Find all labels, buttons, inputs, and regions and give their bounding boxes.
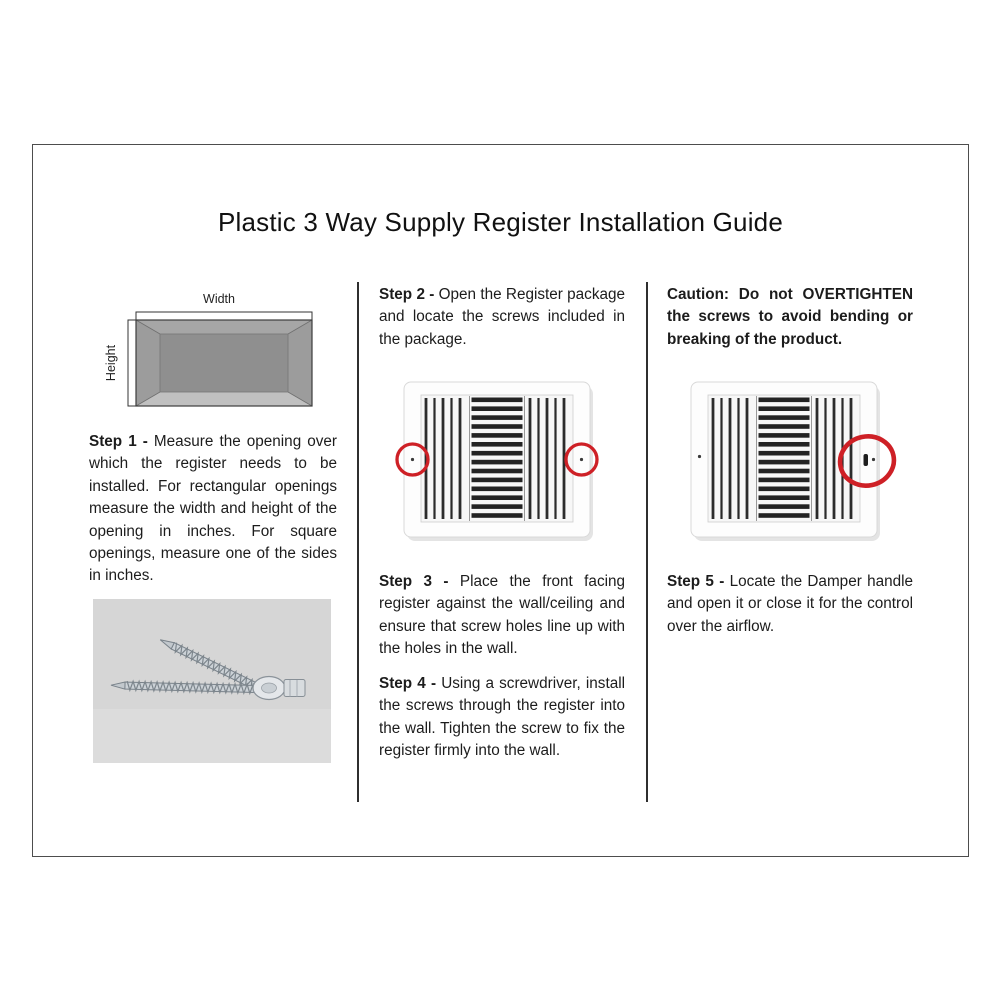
page-title: Plastic 3 Way Supply Register Installation Guide: [217, 207, 783, 237]
step-2-text: Open the Register package and locate the screws included in the package.: [379, 286, 626, 348]
screw-washer-center: [262, 683, 277, 693]
step-5-text: Locate the Damper handle and open it or close it for the control over the airflow.: [667, 573, 914, 635]
width-label: Width: [203, 292, 235, 306]
damper-handle: [864, 454, 869, 466]
step-5: [667, 571, 913, 638]
screws-photo: [93, 599, 331, 763]
step-4: [379, 673, 625, 763]
opening-measurement-diagram: [101, 288, 331, 413]
screw-hole-dot-left: [411, 458, 414, 461]
screw-hole-dot-right: [872, 458, 875, 461]
step-2: [379, 284, 625, 351]
guide-sheet: [32, 144, 969, 857]
opening-box: [136, 320, 312, 406]
column-divider-1: [357, 282, 359, 802]
step-1-label: Step 1 -: [89, 433, 148, 450]
caution-note: Caution: Do not OVERTIGHTEN the screws to avoid bending or breaking of the product.: [667, 286, 913, 348]
width-measure-bar: [136, 312, 312, 320]
register-screw-holes-figure: [381, 373, 631, 551]
height-label: Height: [104, 344, 118, 382]
step-1-text: Measure the opening over which the register needs to be installed. For rectangular openings measure the width and height of the opening in inches. For square openings, measure one of the sides in inches.: [89, 433, 338, 585]
step-3-text: Place the front facing register against the wall/ceiling and ensure that screw holes line up with the holes in the wall.: [379, 573, 626, 658]
column-divider-2: [646, 282, 648, 802]
step-2-label: Step 2 -: [379, 286, 435, 303]
screw-hole-dot-left: [698, 455, 701, 458]
height-measure-bar: [128, 320, 136, 406]
register-damper-figure: [668, 373, 918, 551]
screw-hole-dot-right: [580, 458, 583, 461]
screw-hex-head: [284, 680, 305, 697]
step-5-label: Step 5 -: [667, 573, 725, 590]
step-3-label: Step 3 -: [379, 573, 449, 590]
step-1: [89, 431, 337, 588]
step-3: [379, 571, 625, 661]
step-4-label: Step 4 -: [379, 675, 437, 692]
step-4-text: Using a screwdriver, install the screws through the register into the wall. Tighten the screw to fix the register firmly into the wall.: [379, 675, 626, 760]
